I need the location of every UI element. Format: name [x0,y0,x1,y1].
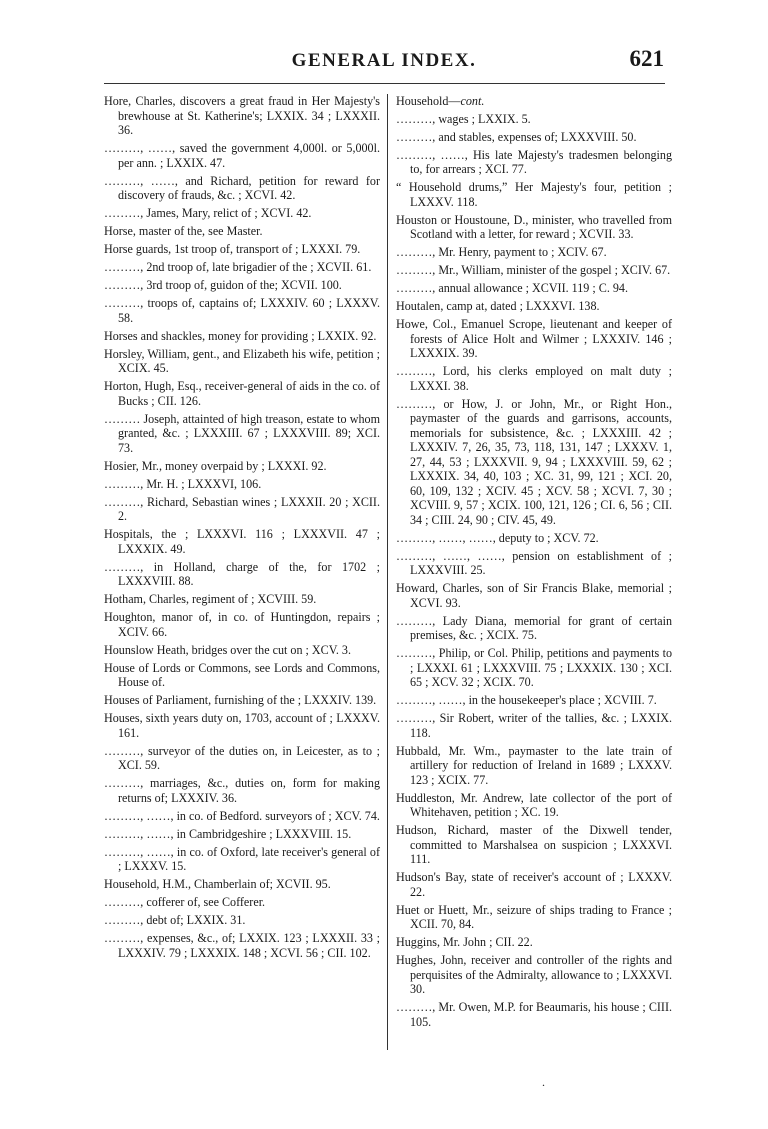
footer-mark: . [542,1075,545,1089]
right-column [396,94,672,1033]
index-entry: ………, troops of, captains of; LXXXIV. 60 ; LXXXV. 58. [104,296,380,325]
page-header [0,44,768,80]
index-entry: ………, Mr., William, minister of the gospel ; XCIV. 67. [396,263,671,277]
index-entry: Hudson, Richard, master of the Dixwell tender, committed to Marshalsea on suspicion ; LXXXVI. 111. [396,823,672,866]
index-entry: Hubbald, Mr. Wm., paymaster to the late train of artillery for reduction of Ireland in 1689 ; LXXXV. 123 ; XCIX. 77. [396,743,672,787]
index-entry: ………, Philip, or Col. Philip, petitions and payments to ; LXXXI. 61 ; LXXXVIII. 75 ; LXXXIX. 130 ; XCI. 65 ; XCV. 32 ; XCIX. 70. [396,646,672,689]
index-entry: Houtalen, camp at, dated ; LXXXVI. 138. [396,299,600,313]
index-entry: Huddleston, Mr. Andrew, late collector of the port of Whitehaven, petition ; XC. 19. [396,790,672,819]
index-entry: ………, Mr. Henry, payment to ; XCIV. 67. [396,245,607,259]
index-entry: Huet or Huett, Mr., seizure of ships trading to France ; XCII. 70, 84. [396,902,672,931]
index-entry: House of Lords or Commons, see Lords and Commons, House of. [104,660,380,689]
index-entry: Hotham, Charles, regiment of ; XCVIII. 59. [104,592,317,606]
index-entry: Horse guards, 1st troop of, transport of ; LXXXI. 79. [104,242,361,256]
index-entry: Houghton, manor of, in co. of Huntingdon, repairs ; XCIV. 66. [104,610,380,639]
column-divider [387,94,388,1050]
index-entry: ………, 3rd troop of, guidon of the; XCVII. 100. [104,278,342,292]
index-entry: Houses, sixth years duty on, 1703, account of ; LXXXV. 161. [104,711,380,740]
index-entry: Huggins, Mr. John ; CII. 22. [396,935,533,949]
index-entry: Horse, master of the, see Master. [104,224,263,238]
index-entry: Hosier, Mr., money overpaid by ; LXXXI. 92. [104,458,327,473]
index-entry: Hounslow Heath, bridges over the cut on ; XCV. 3. [104,642,351,657]
index-entry: ………, in Holland, charge of the, for 1702 ; LXXXVIII. 88. [104,559,380,588]
page-number: 621 [629,46,664,71]
index-entry: ………, cofferer of, see Cofferer. [104,895,266,909]
index-entry: Hospitals, the ; LXXXVI. 116 ; LXXXVII. 47 ; LXXXIX. 49. [104,527,380,556]
continuation-heading [396,94,672,109]
index-entry: ………, surveyor of the duties on, in Leicester, as to ; XCI. 59. [104,743,380,772]
page-title: GENERAL INDEX. [291,50,477,71]
index-entry: ………, Lady Diana, memorial for grant of certain premises, &c. ; XCIX. 75. [396,613,672,642]
index-entry: ………, ……, in the housekeeper's place ; XCVIII. 7. [396,693,657,707]
index-entry: ………, or How, J. or John, Mr., or Right Hon., paymaster of the guards and garrisons, accounts, memorials for subsistence, &c. ; LXXXIII. 42 ; LXXXIV. 7, 26, 35, 73, 118, 131, 147 ; LXXXV. 1, 27, 44, 53 ; LXXXVII. 9, 94 ; LXXXVIII. 59, 62 ; LXXXIX. 34, 40, 103 ; XC. 31, 99, 121 ; XCI. 20, 60, 109, 132 ; XCIV. 45 ; XCV. 58 ; XCVI. 7, 30 ; XCVIII. 9, 57 ; XCIX. 100, 121, 126 ; CI. 6, 56 ; CII. 34 ; CIII. 24, 90 ; CIV. 45, 49. [396,396,672,527]
index-entry: ………, ……, saved the government 4,000l. or 5,000l. per ann. ; LXXIX. 47. [104,141,380,170]
left-column [104,94,380,964]
index-entry: Hudson's Bay, state of receiver's account of ; LXXXV. 22. [396,870,672,899]
index-entry: ………, and stables, expenses of; LXXXVIII. 50. [396,129,637,144]
index-entry: ………, marriages, &c., duties on, form for making returns of; LXXXIV. 36. [104,776,380,805]
index-entry: ………, James, Mary, relict of ; XCVI. 42. [104,206,312,220]
index-entry: Horses and shackles, money for providing ; LXXIX. 92. [104,328,377,343]
index-entry: ………, Lord, his clerks employed on malt duty ; LXXXI. 38. [396,364,672,393]
index-entry: ………, ……, ……, deputy to ; XCV. 72. [396,530,599,545]
index-entry: ………, Mr. H. ; LXXXVI, 106. [104,476,262,491]
continuation-italic: cont. [460,94,485,108]
index-entry: ………, ……, and Richard, petition for reward for discovery of frauds, &c. ; XCVI. 42. [104,173,380,202]
index-entry: “ Household drums,” Her Majesty's four, petition ; LXXXV. 118. [396,180,672,209]
index-entry: Hughes, John, receiver and controller of the rights and perquisites of the Admiralty, allowance to ; LXXXVI. 30. [396,953,672,996]
index-entry: Howe, Col., Emanuel Scrope, lieutenant and keeper of forests of Alice Holt and Wilmer ; LXXXIV. 146 ; LXXXIX. 39. [396,317,672,360]
index-entry: Houses of Parliament, furnishing of the ; LXXXIV. 139. [104,693,377,707]
index-entry: ………, ……, in co. of Bedford. surveyors of ; XCV. 74. [104,808,380,823]
index-entry: ………, annual allowance ; XCVII. 119 ; C. 94. [396,281,628,295]
header-rule [104,83,665,84]
index-entry: Horsley, William, gent., and Elizabeth his wife, petition ; XCIX. 45. [104,346,380,375]
index-entry: ………, Richard, Sebastian wines ; LXXXII. 20 ; XCII. 2. [104,494,380,523]
index-entry: ………, ……, His late Majesty's tradesmen belonging to, for arrears ; XCI. 77. [396,147,672,176]
index-entry: ………, ……, in co. of Oxford, late receiver's general of ; LXXXV. 15. [104,844,380,873]
index-entry: ………, wages ; LXXIX. 5. [396,111,531,126]
index-entry: Hore, Charles, discovers a great fraud in Her Majesty's brewhouse at St. Katherine's; LXXIX. 34 ; LXXXII. 36. [104,94,380,137]
index-entry: ………, debt of; LXXIX. 31. [104,913,246,927]
index-entry: ………, Mr. Owen, M.P. for Beaumaris, his house ; CIII. 105. [396,1000,672,1029]
continuation-word: Household— [396,94,461,108]
index-entry: ………, Sir Robert, writer of the tallies, &c. ; LXXIX. 118. [396,711,672,740]
index-entry: Howard, Charles, son of Sir Francis Blake, memorial ; XCVI. 93. [396,581,672,610]
index-entry: Houston or Houstoune, D., minister, who travelled from Scotland with a letter, for reward ; XCVII. 33. [396,212,672,241]
index-entry: Household, H.M., Chamberlain of; XCVII. 95. [104,877,331,891]
index-entry: ………, expenses, &c., of; LXXIX. 123 ; LXXXII. 33 ; LXXXIV. 79 ; LXXXIX. 148 ; XCVI. 56 ; CII. 102. [104,931,380,960]
index-entry: ………, ……, in Cambridgeshire ; LXXXVIII. 15. [104,826,352,841]
index-entry: ………, ……, ……, pension on establishment of ; LXXXVIII. 25. [396,548,672,577]
index-entry: Horton, Hugh, Esq., receiver-general of aids in the co. of Bucks ; CII. 126. [104,379,380,408]
index-entry: ……… Joseph, attainted of high treason, estate to whom granted, &c. ; LXXXIII. 67 ; LXXXVIII. 89; XCI. 73. [104,411,380,455]
index-entry: ………, 2nd troop of, late brigadier of the ; XCVII. 61. [104,260,372,274]
